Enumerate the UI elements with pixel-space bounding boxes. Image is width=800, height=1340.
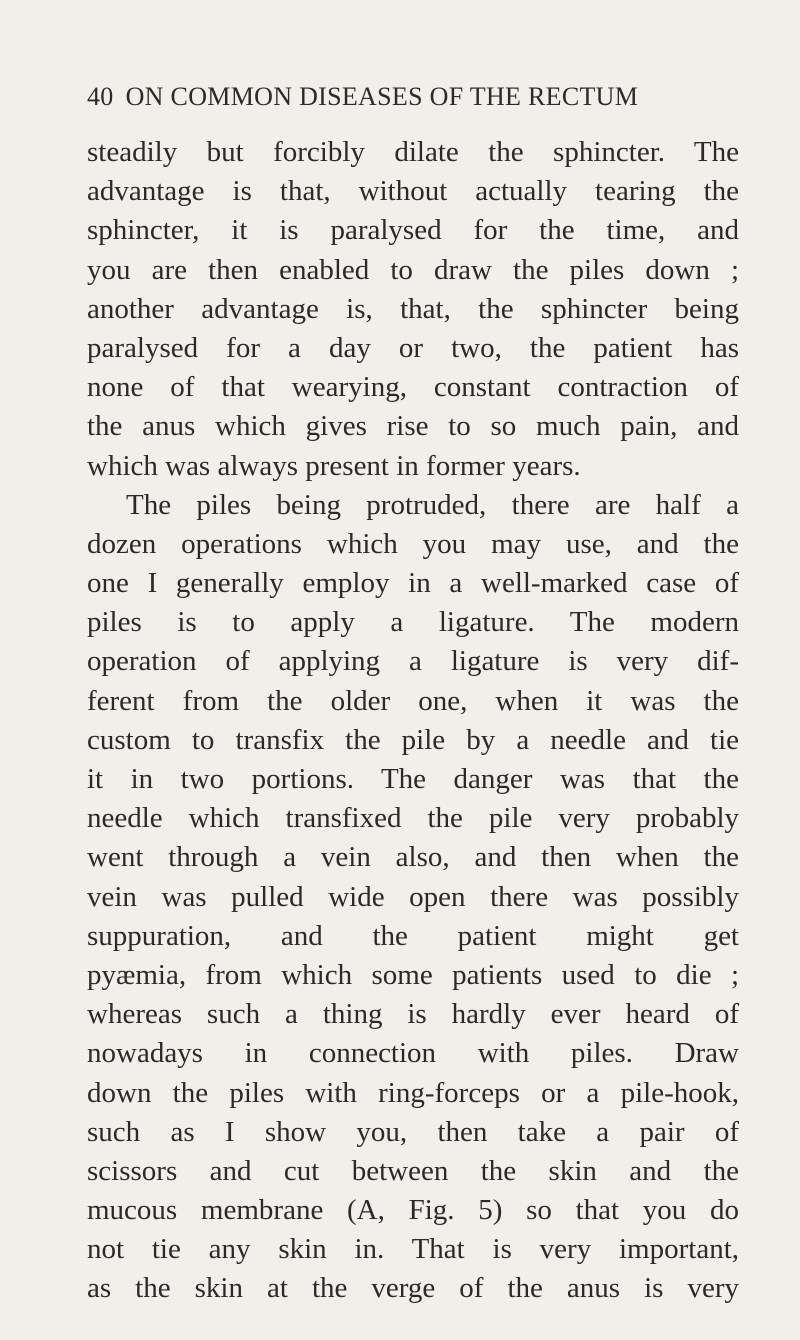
paragraph-start-line: The piles being protruded, there are half a: [126, 488, 739, 521]
running-head-title: ON COMMON DISEASES OF THE RECTUM: [125, 82, 639, 111]
text-line: piles is to apply a ligature. The modern: [87, 606, 739, 639]
text-line: the anus which gives rise to so much pain, and: [87, 410, 739, 443]
text-line: nowadays in connection with piles. Draw: [87, 1037, 739, 1070]
text-line: steadily but forcibly dilate the sphincter. The: [87, 136, 739, 168]
text-line: such as I show you, then take a pair of: [87, 1115, 739, 1148]
text-line: advantage is that, without actually tearing the: [87, 175, 739, 208]
text-line: one I generally employ in a well-marked case of: [87, 567, 739, 600]
text-line: none of that wearying, constant contraction of: [87, 371, 739, 404]
text-line: not tie any skin in. That is very important,: [87, 1233, 739, 1266]
body-text: [87, 133, 739, 1309]
text-line: pyæmia, from which some patients used to die ;: [87, 958, 739, 991]
text-line: another advantage is, that, the sphincter being: [87, 292, 739, 325]
text-line: went through a vein also, and then when the: [87, 841, 739, 874]
text-line: ferent from the older one, when it was the: [87, 684, 739, 717]
text-line: scissors and cut between the skin and the: [87, 1154, 739, 1187]
text-line: custom to transfix the pile by a needle and tie: [87, 723, 739, 756]
text-line: as the skin at the verge of the anus is very: [87, 1272, 739, 1305]
text-line: which was always present in former years.: [87, 449, 581, 482]
text-line: whereas such a thing is hardly ever heard of: [87, 998, 739, 1031]
page-number: 40: [87, 82, 114, 111]
text-line: operation of applying a ligature is very dif-: [87, 645, 739, 678]
text-line: dozen operations which you may use, and the: [87, 527, 739, 560]
text-line: needle which transfixed the pile very probably: [87, 802, 739, 835]
text-line: paralysed for a day or two, the patient has: [87, 331, 739, 364]
running-head: [87, 84, 737, 110]
text-line: suppuration, and the patient might get: [87, 919, 739, 952]
text-line: vein was pulled wide open there was possibly: [87, 880, 739, 913]
text-line: mucous membrane (A, Fig. 5) so that you do: [87, 1194, 739, 1227]
text-line: down the piles with ring-forceps or a pile-hook,: [87, 1076, 739, 1109]
text-line: you are then enabled to draw the piles down ;: [87, 253, 739, 286]
text-line: sphincter, it is paralysed for the time, and: [87, 214, 739, 247]
text-line: it in two portions. The danger was that the: [87, 763, 739, 795]
